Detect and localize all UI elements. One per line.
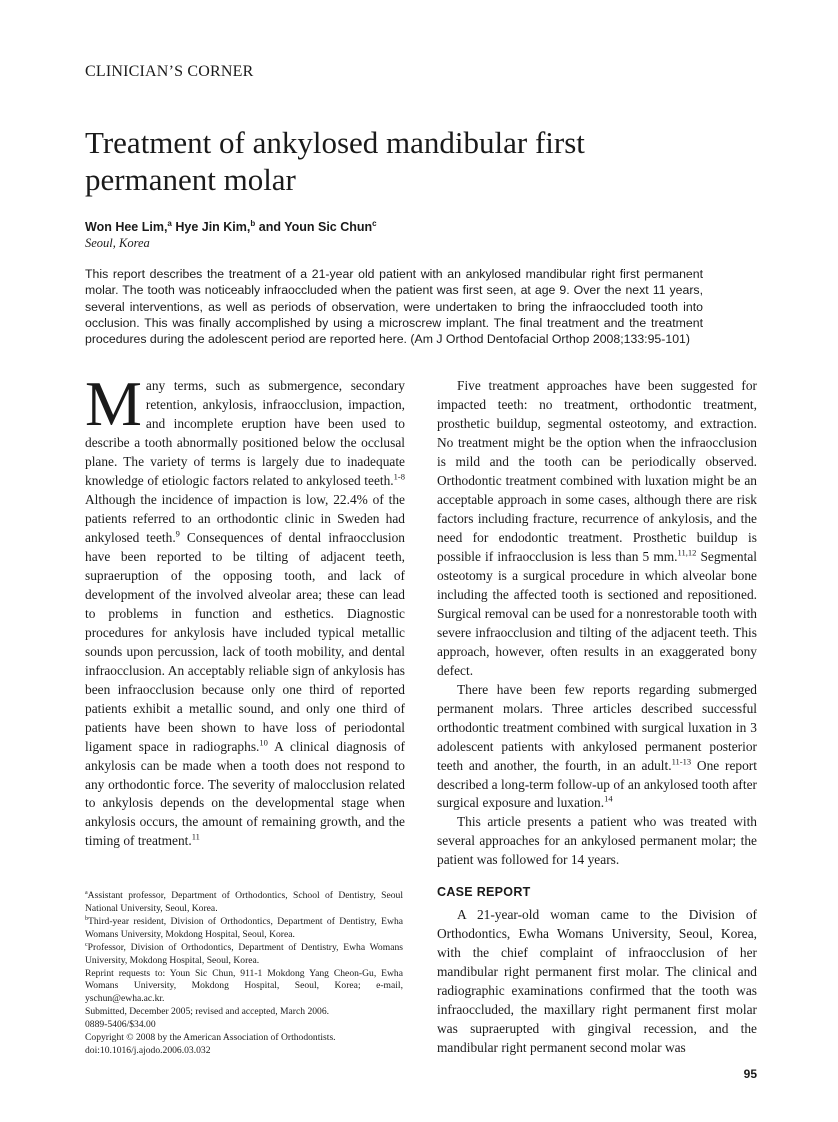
section-label: CLINICIAN’S CORNER [85,63,254,80]
paragraph [437,681,757,814]
body-column-left [85,368,405,1081]
citation: 1-8 [393,471,405,482]
page-number: 95 [743,1066,757,1081]
body-columns [85,368,757,1081]
page [85,62,757,1082]
footnotes [85,874,403,1058]
drop-cap: M [85,368,142,440]
text: A clinical diagnosis of ankylosis can be made when a tooth does not respond to any orthodontic force. The severity of malocclusion related to ankylosis depends on the developmental stage when ankylosis occurs, the amount of remaining growth, and the timing of treatment. [85,738,405,849]
footnote [85,916,403,942]
submission-dates: Submitted, December 2005; revised and accepted, March 2006. [85,1006,330,1018]
footnote-marker: a [85,889,88,896]
title-line-2: permanent molar [85,162,296,197]
author-affiliation-marker: a [167,218,172,228]
title-line-1: Treatment of ankylosed mandibular first [85,125,585,160]
intro-paragraph [85,368,405,851]
paragraph [437,377,757,680]
footnote-marker: c [85,941,88,948]
text: any terms, such as submergence, secondary retention, ankylosis, infraocclusion, impaction, and incomplete eruption have been used to describe a tooth abnormally positioned below the occlusal plane. The variety of terms is largely due to inadequate knowledge of etiologic factors related to ankylosed teeth. [85,378,405,489]
author-name: Won Hee Lim, [85,220,168,234]
body-column-right [437,377,757,1081]
paragraph: A 21-year-old woman came to the Division of Orthodontics, Ewha Womans University, Seoul, Korea, with the chief complaint of infraocclusion of her mandibular right permanent first molar. The clinical and radiographic examinations confirmed that the tooth was infraoccluded, the maxillary right permanent first molar was supraerupted with gingival recession, and the mandibular right permanent second molar was [437,907,757,1055]
citation: 9 [175,528,180,539]
paragraph: This article presents a patient who was treated with several approaches for an ankylosed permanent molar; the patient was followed for 14 years. [437,814,757,868]
text: Five treatment approaches have been suggested for impacted teeth: no treatment, orthodontic treatment, prosthetic buildup, segmental osteotomy, and extraction. No treatment might be the option when the infraocclusion is mild and the tooth can be periodically observed. Orthodontic treatment combined with luxation might be an acceptable approach in some cases, although there are risk factors including fracture, recurrence of ankylosis, and the need for endodontic treatment. Prosthetic buildup is possible if infraocclusion is less than 5 mm. [437,378,757,565]
citation: 10 [259,737,268,748]
section-heading: CASE REPORT [437,885,531,900]
footnote-text: Professor, Division of Orthodontics, Department of Dentistry, Ewha Womans University, Mokdong Hospital, Seoul, Korea. [85,941,403,966]
copyright: Copyright © 2008 by the American Association of Orthodontists. [85,1032,336,1044]
footnote [85,942,403,968]
article-title [85,124,725,198]
author-affiliation-marker: c [372,218,377,228]
footnote-marker: b [85,915,88,922]
author-name: Hye Jin Kim, [171,220,251,234]
citation: 14 [604,793,613,804]
footnote [85,890,403,916]
author-location: Seoul, Korea [85,236,150,250]
citation: 11,12 [677,547,697,558]
citation: 11-13 [671,756,692,767]
text: Consequences of dental infraocclusion have been reported to be tilting of adjacent teeth, supraeruption of the opposing tooth, and lack of development of the involved alveolar area; these can lead to problems in function and esthetics. Diagnostic procedures for ankylosis have included typical metallic sounds upon percussion, lack of tooth mobility, and dental infraocclusion. An acceptably reliable sign of ankylosis has been infraocclusion because only one third of reported patients exhibit a metallic sound, and only one third of patients have been shown to have loss of periodontal ligament space in radiographs. [85,530,405,754]
text: Segmental osteotomy is a surgical procedure in which alveolar bone including the affected tooth is sectioned and repositioned. Surgical removal can be used for a nonrestorable tooth with severe infraocclusion and tilting of the adjacent teeth. This approach, however, often results in an exaggerated bony defect. [437,549,757,678]
doi: doi:10.1016/j.ajodo.2006.03.032 [85,1044,211,1056]
footnote-text: Assistant professor, Department of Orthodontics, School of Dentistry, Seoul National University, Seoul, Korea. [85,890,403,915]
text: Although the incidence of impaction is low, 22.4% of the patients referred to an orthodontic clinic in Sweden had ankylosed teeth. [85,492,405,546]
author-list [85,219,757,235]
abstract: This report describes the treatment of a 21-year old patient with an ankylosed mandibular right first permanent molar. The tooth was noticeably infraoccluded when the patient was first seen, at age 9. Over the next 11 years, several interventions, as well as periods of observation, were undertaken to bring the infraoccluded tooth into occlusion. This was finally accomplished by using a microscrew implant. The final treatment and the treatment procedures during the adolescent period are reported here. (Am J Orthod Dentofacial Orthop 2008;133:95-101) [85,267,703,347]
text: One report described a long-term follow-up of an ankylosed tooth after surgical exposure and luxation. [437,757,757,811]
citation: 11 [191,831,200,842]
author-affiliation-marker: b [250,218,256,228]
author-name: and Youn Sic Chun [255,220,373,234]
reprint-requests: Reprint requests to: Youn Sic Chun, 911-1 Mokdong Yang Cheon-Gu, Ewha Womans University, Mokdong Hospital, Seoul, Korea; e-mail, yschun@ewha.ac.kr. [85,967,403,1005]
issn-price: 0889-5406/$34.00 [85,1019,156,1031]
footnote-text: Third-year resident, Division of Orthodontics, Department of Dentistry, Ewha Womans University, Mokdong Hospital, Seoul, Korea. [85,915,403,940]
text: There have been few reports regarding submerged permanent molars. Three articles described successful orthodontic treatment combined with surgical luxation in 3 adolescent patients with ankylosed permanent posterior teeth and another, the fourth, in an adult. [437,681,757,773]
